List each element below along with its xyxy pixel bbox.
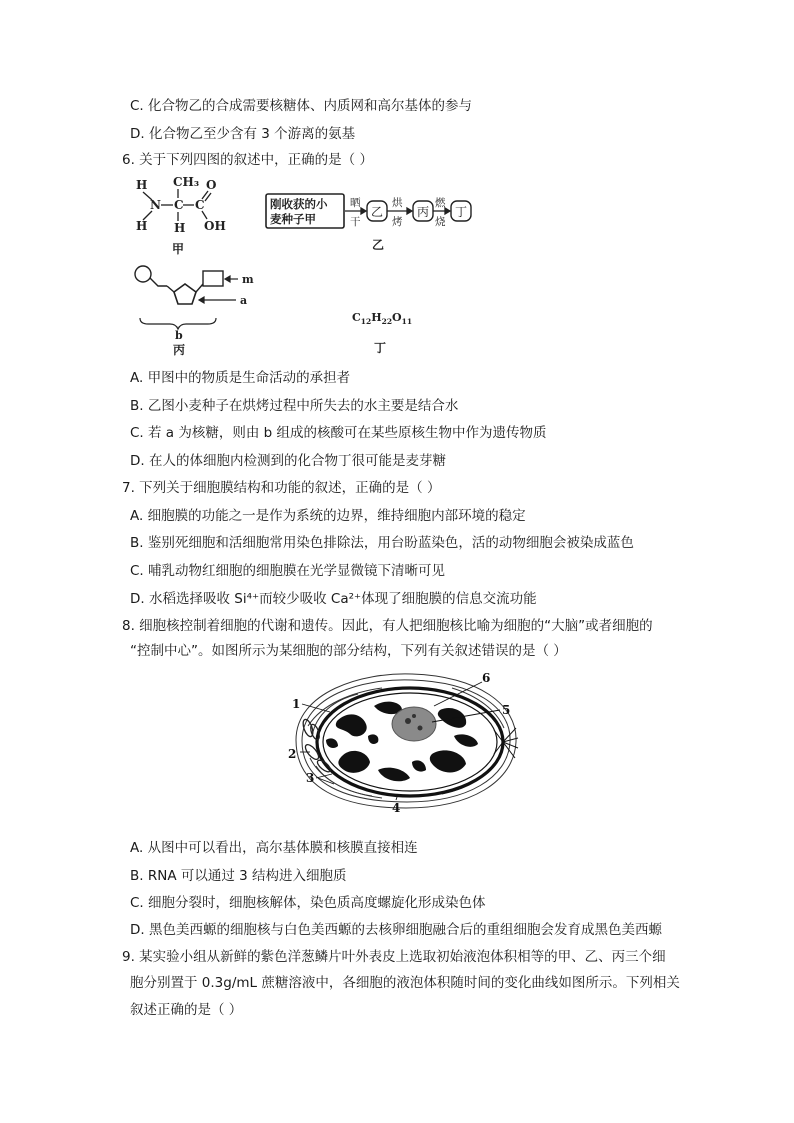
q6-figure-yi [265, 190, 485, 252]
q5-option-c: C. 化合物乙的合成需要核糖体、内质网和高尔基体的参与 [130, 98, 473, 114]
q7-option-b: B. 鉴别死细胞和活细胞常用染色排除法，用台盼蓝染色，活的动物细胞会被染成蓝色 [130, 535, 634, 551]
yi-node-2-label: 丙 [416, 205, 430, 219]
bing-label-a: a [240, 294, 248, 307]
cell-label-5: 5 [502, 703, 511, 717]
q7-option-d: D. 水稻选择吸收 Si⁴⁺而较少吸收 Ca²⁺体现了细胞膜的信息交流功能 [130, 591, 537, 607]
jia-label: 甲 [172, 242, 185, 256]
bing-label-m: m [242, 273, 254, 286]
jia-atom-c1: C [174, 198, 184, 212]
jia-atom-o: O [206, 178, 217, 192]
cell-label-4: 4 [392, 801, 401, 814]
q8-stem-line2: “控制中心”。如图所示为某细胞的部分结构，下列有关叙述错误的是（ ） [130, 643, 567, 659]
q8-option-d: D. 黑色美西螈的细胞核与白色美西螈的去核卵细胞融合后的重组细胞会发育成黑色美西螈 [130, 922, 662, 938]
q6-figure-jia [128, 172, 248, 258]
yi-label: 乙 [372, 238, 385, 252]
yi-step1-bottom: 干 [350, 216, 361, 228]
q9-stem-line1: 9. 某实验小组从新鲜的紫色洋葱鳞片叶外表皮上选取初始液泡体积相等的甲、乙、丙三个细 [122, 949, 666, 965]
cell-label-2: 2 [288, 747, 297, 761]
jia-atom-c2: C [195, 198, 205, 212]
q7-stem: 7. 下列关于细胞膜结构和功能的叙述，正确的是（ ） [122, 480, 441, 496]
jia-atom-h3: H [174, 221, 186, 235]
yi-step3-top: 燃 [435, 197, 446, 209]
yi-box-line1: 刚收获的小 [270, 197, 328, 211]
sugar-pentagon [174, 284, 196, 304]
q5-option-d: D. 化合物乙至少含有 3 个游离的氨基 [130, 126, 356, 142]
yi-step3-bottom: 烧 [435, 216, 446, 228]
q6-option-c: C. 若 a 为核糖，则由 b 组成的核酸可在某些原核生物中作为遗传物质 [130, 425, 547, 441]
q8-option-c: C. 细胞分裂时，细胞核解体，染色质高度螺旋化形成染色体 [130, 895, 486, 911]
q6-option-a: A. 甲图中的物质是生命活动的承担者 [130, 370, 351, 386]
ding-formula: $C_{12}H_{22}O_{11}$ [352, 311, 413, 326]
cell-label-1: 1 [292, 697, 301, 711]
ding-label: 丁 [374, 341, 387, 355]
q6-figure-ding [350, 306, 430, 356]
q6-option-d: D. 在人的体细胞内检测到的化合物丁很可能是麦芽糖 [130, 453, 446, 469]
jia-atom-oh: OH [204, 219, 226, 233]
q8-option-a: A. 从图中可以看出，高尔基体膜和核膜直接相连 [130, 840, 418, 856]
cell-label-6: 6 [482, 671, 491, 685]
phosphate-circle [135, 266, 151, 282]
cell-label-3: 3 [306, 771, 315, 785]
yi-node-3-label: 丁 [454, 205, 468, 219]
yi-step2-bottom: 烤 [392, 216, 403, 228]
q6-stem: 6. 关于下列四图的叙述中，正确的是（ ） [122, 152, 373, 168]
q8-option-b: B. RNA 可以通过 3 结构进入细胞质 [130, 868, 347, 884]
bing-label-b: b [175, 329, 183, 342]
bing-brace [140, 318, 216, 329]
yi-box-line2: 麦种子甲 [270, 212, 316, 226]
base-rect [203, 271, 223, 286]
q8-cell-figure [282, 666, 522, 814]
q8-stem-line1: 8. 细胞核控制着细胞的代谢和遗传。因此，有人把细胞核比喻为细胞的“大脑”或者细胞的 [122, 618, 653, 634]
yi-node-1-label: 乙 [370, 205, 384, 219]
q6-figure-bing [132, 262, 262, 358]
yi-step1-top: 晒 [350, 197, 361, 209]
q6-option-b: B. 乙图小麦种子在烘烤过程中所失去的水主要是结合水 [130, 398, 459, 414]
jia-atom-h2: H [136, 219, 148, 233]
bing-label: 丙 [173, 343, 186, 357]
jia-atom-h1: H [136, 178, 148, 192]
q9-stem-line2: 胞分别置于 0.3g/mL 蔗糖溶液中，各细胞的液泡体积随时间的变化曲线如图所示。下列相关 [130, 975, 680, 991]
q7-option-c: C. 哺乳动物红细胞的细胞膜在光学显微镜下清晰可见 [130, 563, 446, 579]
jia-atom-n: N [150, 198, 161, 212]
yi-step2-top: 烘 [392, 197, 403, 209]
q7-option-a: A. 细胞膜的功能之一是作为系统的边界，维持细胞内部环境的稳定 [130, 508, 526, 524]
jia-atom-ch3: CH₃ [173, 175, 200, 189]
nucleolus [392, 707, 436, 741]
q9-stem-line3: 叙述正确的是（ ） [130, 1002, 243, 1018]
